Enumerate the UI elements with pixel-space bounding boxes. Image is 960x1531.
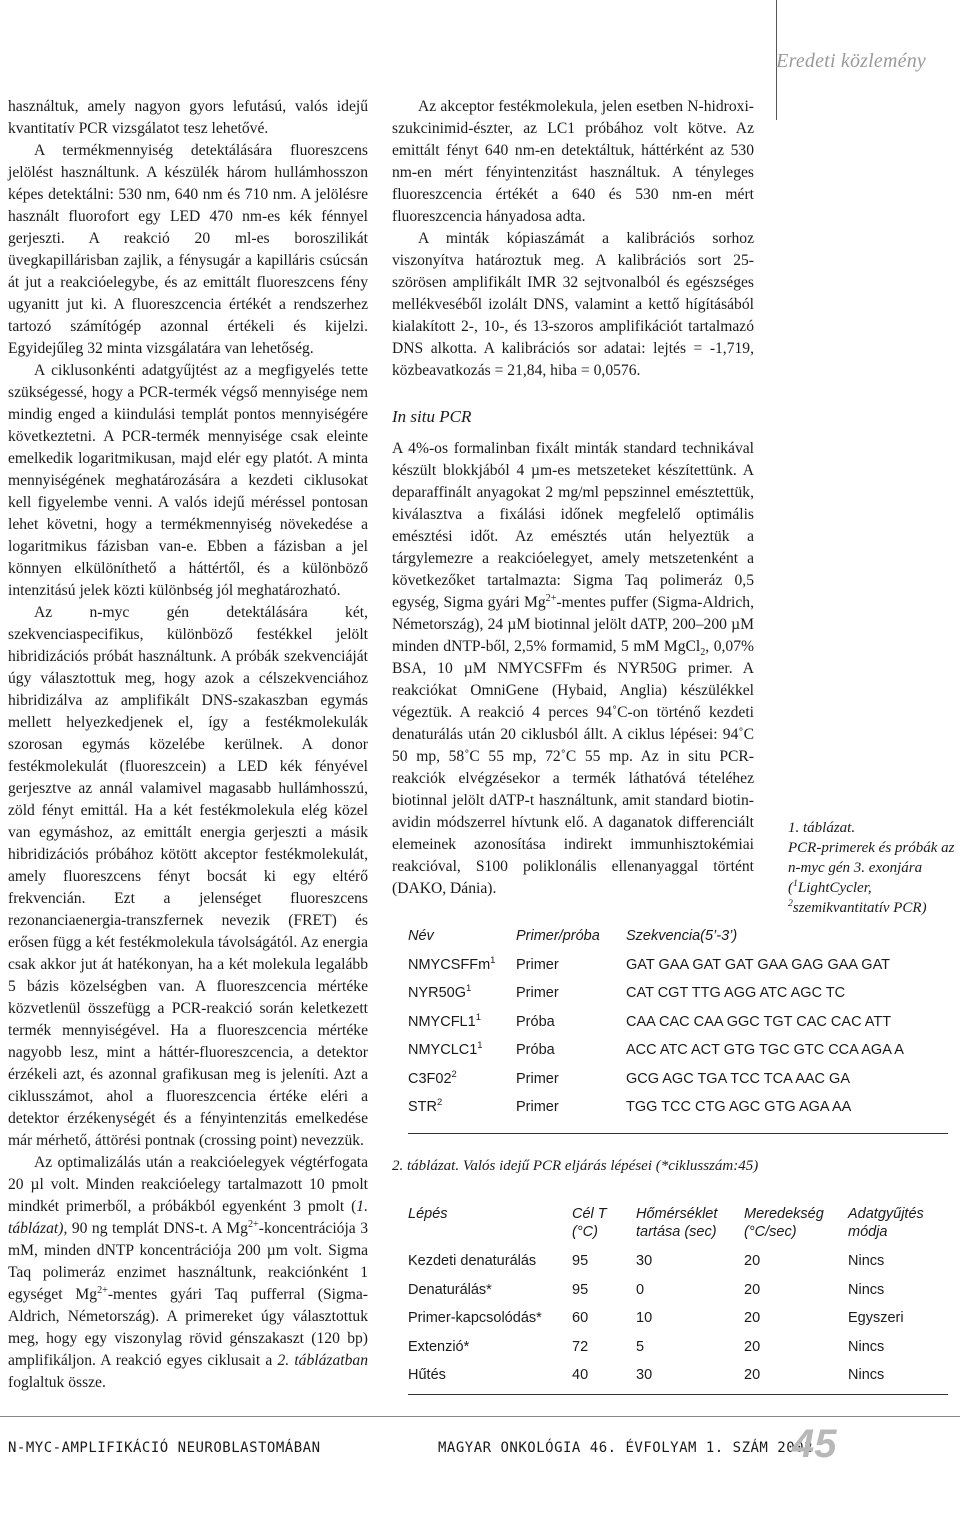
cell: 20	[744, 1281, 761, 1298]
paragraph: A minták kópiaszámát a kalibrációs sorhoz viszonyítva határoztuk meg. A kalibrációs sort 25-szörösen amplifikált IMR 32 sejtvonalból és egészséges mellékveséből izolált DNS, valamint a kettő hígításából kialakított 2-, 10-, és 13-szoros amplifikációt tartalmazó DNS alkotta. A kalibrációs sor adatai: lejtés = -1,719, közbeavatkozás = 21,84, hiba = 0,0576.	[392, 230, 754, 379]
cell-type: Próba	[516, 1013, 555, 1030]
paragraph: használtuk, amely nagyon gyors lefutású, valós idejű kvantitatív PCR vizsgálatot tesz lehetővé.	[8, 98, 368, 137]
paragraph: Az akceptor festékmolekula, jelen esetben N-hidroxi-szukcinimid-észter, az LC1 próbához volt kötve. Az emittált fényt 640 nm-en detektáltuk, háttérként az 530 nm-en mért fényintenzitást használtuk. A tényleges fluoreszcencia értékét a 640 és 530 nm-en mért fluoreszcencia hányadosa adta.	[392, 98, 754, 225]
cell: 0	[636, 1281, 645, 1298]
cell: 20	[744, 1253, 761, 1270]
table-row	[408, 1361, 948, 1390]
cell: 30	[636, 1253, 653, 1270]
text-run: szemikvantitatív PCR)	[792, 900, 927, 916]
table1-bottom-rule	[408, 1133, 948, 1134]
column-header: Primer/próba	[516, 928, 600, 945]
cell: Nincs	[848, 1338, 885, 1355]
text-run: -mentes puffer (Sigma-Aldrich, Németország), 24 µM biotinnal jelölt dATP, 200–200 µM minden dNTP-ből, 2,5% formamid, 5 mM MgCl	[392, 594, 755, 655]
superscript: 1	[793, 878, 798, 889]
table-row	[408, 1093, 948, 1122]
table-row	[408, 979, 948, 1008]
column-header: Meredekség (°C/sec)	[744, 1206, 824, 1240]
paragraph: Az n-myc gén detektálására két, szekvenciaspecifikus, különböző festékkel jelölt hibridizációs próbát használtunk. A próbák szekvenciáját úgy választottuk meg, hogy azok a célszekvenciához hibridizálva az amplifikált DNS-szakaszban egymás mellett helyezkedjenek el, így a festékmolekulák szorosan egymás közelébe kerülnek. A donor festékmolekulát (fluoreszcein) a LED kék fényével gerjesztve az annál valamivel magasabb hullámhosszú, zöld fényt emittál. Ha a két festékmolekula elég közel van egymáshoz, az emittált energia gerjeszti a másik hibridizációs próbához kötött akceptor festékmolekulát, amely fluoreszcens fényt bocsát ki egy eltérő frekvencián. Ezt a jelenséget fluoreszcens rezonanciaenergia-transzfernek nevezik (FRET) és erősen függ a két festékmolekula távolságától. Az energia csak akkor jut át hatékonyan, ha a két molekula legalább 5 bázis közelségben van. A fluoreszcencia mértéke közvetlenül összefügg a PCR-reakció során keletkezett termék mennyiségével. Ha a fluoreszcencia mértéke nagyobb lesz, mint a háttér-fluoreszcencia, a detektor érzékeli azt, és azonnal grafikusan meg is jeleníti. Azt a ciklusszámot, ahol a fluoreszcencia értéke eléri a detektor érzékenységét és a fényintenzitás emelkedése már mérhető, áttörési pontnak (crossing point) nevezzük.	[8, 604, 368, 1149]
superscript: 1	[466, 982, 472, 994]
table-header-row	[408, 922, 948, 951]
table-row	[408, 1036, 948, 1065]
primer-table	[408, 922, 948, 1122]
cell-sequence: CAT CGT TTG AGG ATC AGC TC	[626, 985, 846, 1002]
cell-type: Primer	[516, 985, 559, 1002]
table-row	[408, 951, 948, 980]
left-column	[8, 96, 368, 1394]
cell: 10	[636, 1310, 653, 1327]
cell: 20	[744, 1367, 761, 1384]
footer-rule	[0, 1416, 960, 1417]
cell: 40	[572, 1367, 589, 1384]
text-run: -mentes gyári Taq pufferral (Sigma-Aldrich, Németország). A primereket úgy választottuk meg, hogy egy viszonylag rövid génszakaszt (120 bp) amplifikáljon. A reakció egyes ciklusait a	[8, 1286, 368, 1369]
cell-type: Próba	[516, 1042, 555, 1059]
cell-sequence: GCG AGC TGA TCC TCA AAC GA	[626, 1070, 851, 1087]
cell: 30	[636, 1367, 653, 1384]
table-reference: 1. táblázat),	[8, 1198, 368, 1237]
paragraph: A ciklusonkénti adatgyűjtést az a megfigyelés tette szükségessé, hogy a PCR-termék végső mennyisége nem mindig enged a kiindulási templát pontos mennyiségére következtetni. A PCR-termék mennyisége csak eleinte emelkedik logaritmikusan, majd elér egy platót. A minta mennyiségének meghatározására a kezdeti ciklusokat kell figyelembe venni. A valós idejű méréssel pontosan lehet követni, hogy a termékmennyiség növekedése a logaritmikus fázisban van-e. Ebben a fázisban a jel könnyen elkülöníthető a háttértől, és a különböző intenzitású jelek közti különbség jól meghatározható.	[8, 362, 368, 599]
text-run: NMYCFL1	[408, 1013, 476, 1030]
cell-sequence: CAA CAC CAA GGC TGT CAC CAC ATT	[626, 1013, 892, 1030]
cell-name	[408, 1008, 516, 1037]
cell-type: Primer	[516, 956, 559, 973]
table2-caption: 2. táblázat. Valós idejű PCR eljárás lépései (*ciklusszám:45)	[392, 1158, 759, 1174]
text-run: A 4%-os formalinban fixált minták standard technikával készült blokkjából 4 µm-es metszeteket készítettünk. A deparaffinált anyagokat 2 mg/ml pepszinnel emésztettük, kiválasztva a fixálási időnek megfelelő optimális emésztési időt. Az emésztés után helyeztük a tárgylemezre a reakcióelegyet, amely metszetenként a következőket tartalmazta: Sigma Taq polimeráz 0,5 egység, Sigma gyári Mg	[392, 440, 754, 611]
cell: Nincs	[848, 1253, 885, 1270]
cell-type: Primer	[516, 1099, 559, 1116]
section-heading: In situ PCR	[392, 407, 472, 426]
table1-caption-title: 1. táblázat.	[788, 820, 856, 836]
text-run: LightCycler,	[797, 880, 872, 896]
cell: Egyszeri	[848, 1310, 904, 1327]
cell: 20	[744, 1310, 761, 1327]
superscript: 2	[788, 898, 793, 909]
text-run: C3F02	[408, 1070, 452, 1087]
cell-type: Primer	[516, 1070, 559, 1087]
table-row	[408, 1065, 948, 1094]
superscript: 1	[490, 953, 496, 965]
superscript: 2+	[247, 1218, 259, 1230]
cell: 95	[572, 1281, 589, 1298]
superscript: 1	[477, 1039, 483, 1051]
paragraph	[8, 1152, 368, 1394]
column-header: Hőmérséklet tartása (sec)	[636, 1206, 718, 1240]
table1-caption-text	[788, 838, 958, 918]
paragraph: A termékmennyiség detektálására fluoreszcens jelölést használtunk. A készülék három hullámhosszon képes detektálni: 530 nm, 640 nm és 710 nm. A jelölésre használt fluorofort egy LED 470 nm-es kék fénnyel gerjeszti. A reakció 20 ml-es boroszilikát üvegkapillárisban zajlik, a fénysugár a kapilláris csúcsán át jut a reakcióelegybe, és az emittált fluoreszcens fény ugyanitt jut ki. A fluoreszcencia értékét a rendszerhez tartozó számítógép azonnal értékeli és kijelzi. Egyidejűleg 32 minta vizsgálatára van lehetőség.	[8, 142, 368, 357]
table-row	[408, 1008, 948, 1037]
table1-caption	[788, 818, 958, 918]
cell: Nincs	[848, 1281, 885, 1298]
subscript: 2	[700, 647, 706, 659]
journal-info: MAGYAR ONKOLÓGIA 46. ÉVFOLYAM 1. SZÁM 2002	[438, 1440, 814, 1456]
table-row	[408, 1247, 948, 1276]
running-title: N-MYC-AMPLIFIKÁCIÓ NEUROBLASTOMÁBAN	[8, 1440, 321, 1456]
paragraph	[392, 438, 754, 900]
column-header: Név	[408, 928, 434, 945]
cell-name	[408, 951, 516, 980]
superscript: 2	[437, 1096, 443, 1108]
column-header: Cél T (°C)	[572, 1206, 607, 1240]
cell: 60	[572, 1310, 589, 1327]
superscript: 2	[451, 1067, 457, 1079]
pcr-steps-table	[408, 1205, 948, 1390]
cell: 5	[636, 1338, 645, 1355]
cell-name	[408, 1036, 516, 1065]
text-run: STR	[408, 1099, 437, 1116]
text-run: -koncentrációja 3 mM, minden dNTP koncentrációja 200 µm volt. Sigma Taq polimeráz enzimet használtunk, reakciónként 1 egységet Mg	[8, 1220, 368, 1303]
section-label: Eredeti közlemény	[776, 50, 926, 72]
middle-column	[392, 96, 754, 900]
cell: Denaturálás*	[408, 1281, 492, 1298]
cell: 20	[744, 1338, 761, 1355]
column-header: Lépés	[408, 1206, 448, 1222]
cell: 95	[572, 1253, 589, 1270]
cell-name	[408, 979, 516, 1008]
text-run: , 0,07% BSA, 10 µM NMYCSFFm és NYR50G primer. A reakciókat OmniGene (Hybaid, Anglia) készülékkel végeztük. A reakció 4 perces 94˚C-on történő kezdeti denaturálás után 20 ciklusból állt. A ciklus lépései: 94˚C 50 mp, 58˚C 55 mp, 72˚C 55 mp. Az in situ PCR-reakciók elvégzésekor a termék láthatóvá tételéhez biotinnal jelölt dATP-t használtunk, amit standard biotin-avidin módszerrel hívtunk elő. A daganatok differenciált elemeinek azonosítása indirekt immunhisztokémiai reakcióval, S100 poliklonális ellenanyaggal történt (DAKO, Dánia).	[392, 638, 754, 897]
text-run: Az optimalizálás után a reakcióelegyek végtérfogata 20 µl volt. Minden reakcióelegy tartalmazott 10 pmolt mindkét primerből, a próbákból egyenként 3 pmolt (	[8, 1154, 368, 1215]
cell: Kezdeti denaturálás	[408, 1253, 537, 1270]
table-row	[408, 1304, 948, 1333]
cell: Hűtés	[408, 1367, 446, 1384]
page-number: 45	[792, 1422, 837, 1466]
text-run: foglaltuk össze.	[8, 1374, 106, 1391]
text-run: PCR-primerek és próbák az n-myc gén 3. exonjára (	[788, 840, 955, 896]
cell: Primer-kapcsolódás*	[408, 1310, 542, 1327]
table-row	[408, 1276, 948, 1305]
superscript: 2+	[545, 592, 557, 604]
column-header: Szekvencia(5’-3’)	[626, 928, 738, 945]
cell: Extenzió*	[408, 1338, 470, 1355]
superscript: 1	[475, 1010, 481, 1022]
table-reference: 2. táblázatban	[277, 1352, 368, 1369]
cell: 72	[572, 1338, 589, 1355]
text-run: 90 ng templát DNS-t. A Mg	[67, 1220, 248, 1237]
column-header: Adatgyűjtés módja	[848, 1206, 924, 1240]
text-run: NMYCLC1	[408, 1042, 478, 1059]
cell-name	[408, 1093, 516, 1122]
text-run: NYR50G	[408, 985, 467, 1002]
text-run: NMYCSFFm	[408, 956, 491, 973]
cell-sequence: ACC ATC ACT GTG TGC GTC CCA AGA A	[626, 1042, 904, 1059]
superscript: 2+	[97, 1284, 108, 1296]
cell-sequence: TGG TCC CTG AGC GTG AGA AA	[626, 1099, 852, 1116]
cell-name	[408, 1065, 516, 1094]
table-header-row	[408, 1205, 948, 1247]
cell: Nincs	[848, 1367, 885, 1384]
cell-sequence: GAT GAA GAT GAT GAA GAG GAA GAT	[626, 956, 891, 973]
table-row	[408, 1333, 948, 1362]
table2-bottom-rule	[408, 1394, 948, 1395]
